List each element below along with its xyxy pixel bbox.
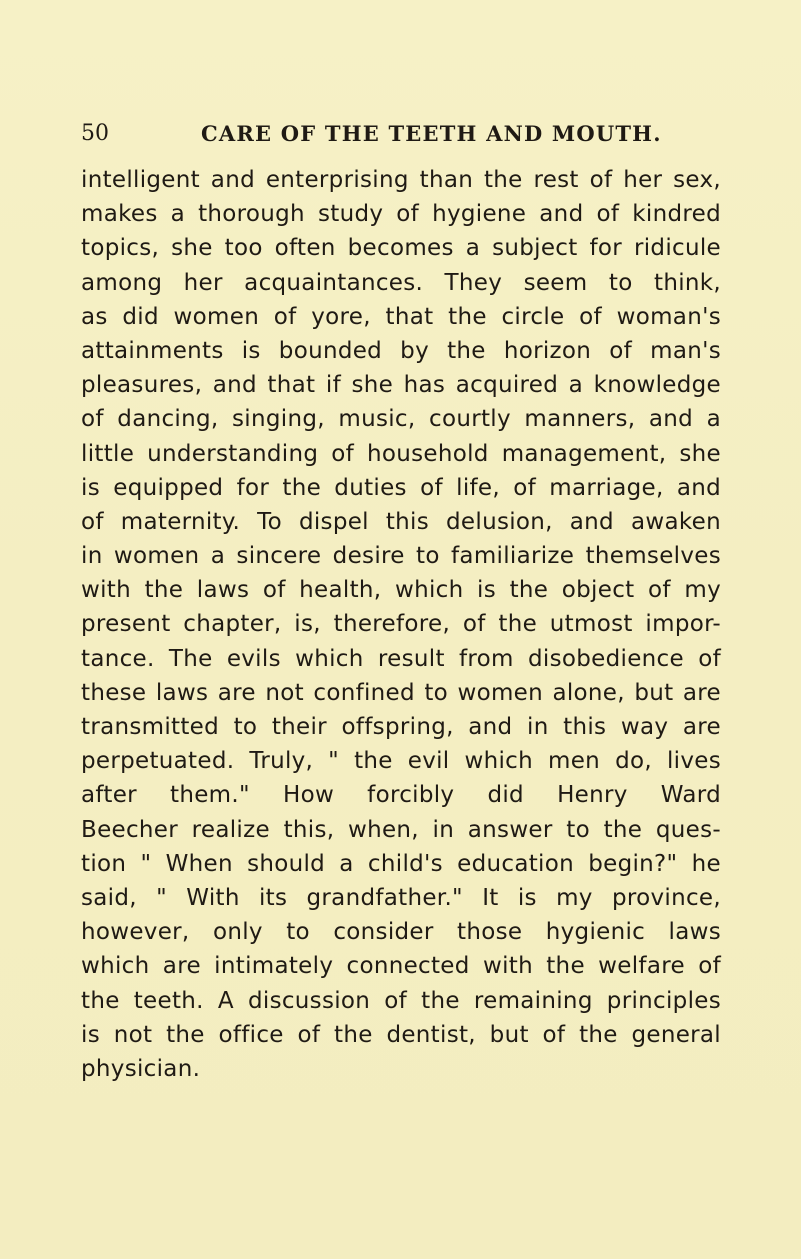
text-line: after them." How forcibly did Henry Ward [81, 782, 721, 809]
text-line: topics, she too often becomes a subject for ridicule [81, 235, 721, 262]
text-line: pleasures, and that if she has acquired a knowledge [81, 372, 721, 399]
text-line: in women a sincere desire to familiarize themselves [81, 543, 721, 570]
text-line: said, " With its grandfather." It is my province, [81, 884, 721, 911]
text-line: tion " When should a child's education begin?" he [81, 850, 721, 877]
text-line: the teeth. A discussion of the remaining principles [81, 987, 721, 1014]
text-line: however, only to consider those hygienic laws [81, 919, 721, 946]
text-line: is not the office of the dentist, but of the general [81, 1021, 721, 1048]
page-number: 50 [81, 121, 109, 146]
text-line: transmitted to their offspring, and in this way are [81, 714, 721, 740]
text-line: of dancing, singing, music, courtly manners, and a [81, 406, 721, 433]
text-line: Beecher realize this, when, in answer to the ques- [81, 816, 721, 843]
text-line: intelligent and enterprising than the rest of her sex, [81, 167, 721, 193]
text-line: attainments is bounded by the horizon of man's [81, 337, 721, 364]
text-line: as did women of yore, that the circle of woman's [81, 303, 721, 330]
text-line: these laws are not confined to women alone, but are [81, 679, 721, 706]
text-line: makes a thorough study of hygiene and of kindred [81, 201, 721, 228]
running-title: CARE OF THE TEETH AND MOUTH. [201, 121, 662, 146]
body-text [81, 163, 721, 1086]
text-line: physician. [81, 1055, 201, 1082]
text-line: is equipped for the duties of life, of marriage, and [81, 474, 721, 501]
text-line: little understanding of household management, she [81, 440, 721, 467]
text-line: of maternity. To dispel this delusion, and awaken [81, 508, 721, 535]
running-head [81, 116, 721, 152]
text-line: which are intimately connected with the welfare of [81, 953, 721, 980]
text-line: with the laws of health, which is the object of my [81, 577, 721, 604]
text-line: among her acquaintances. They seem to think, [81, 269, 721, 296]
text-line: present chapter, is, therefore, of the utmost impor- [81, 611, 721, 638]
text-line: tance. The evils which result from disobedience of [81, 645, 721, 672]
text-line: perpetuated. Truly, " the evil which men do, lives [81, 748, 721, 775]
